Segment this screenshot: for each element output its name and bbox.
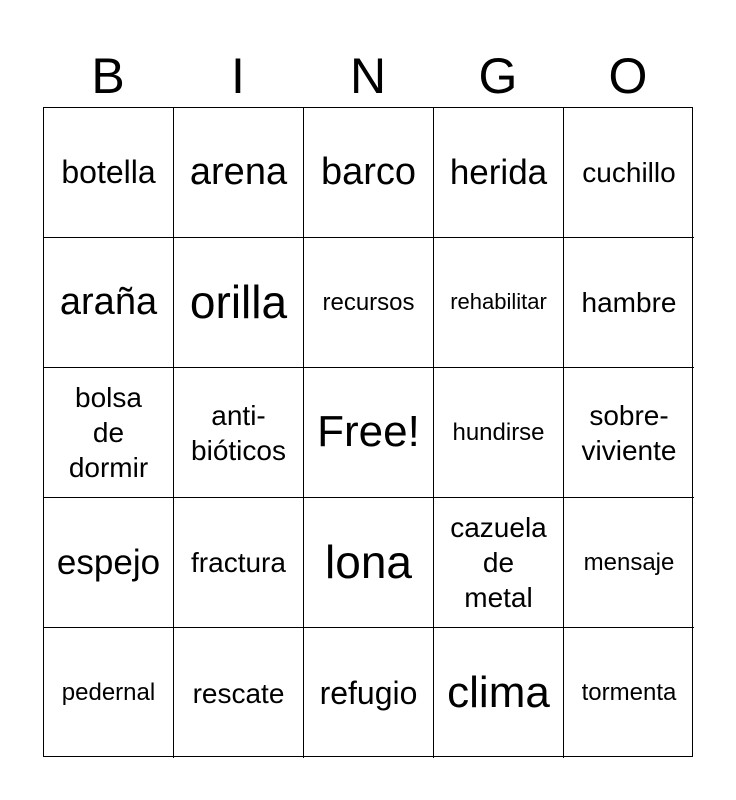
bingo-cell — [434, 108, 564, 238]
bingo-cell — [174, 238, 304, 368]
cell-text: barco — [320, 150, 417, 193]
bingo-cell — [174, 628, 304, 758]
bingo-cell — [564, 628, 694, 758]
bingo-cell — [304, 238, 434, 368]
bingo-cell — [44, 238, 174, 368]
header-letter-b: B — [91, 48, 125, 104]
bingo-cell — [304, 108, 434, 238]
free-space — [304, 368, 434, 498]
cell-text: recursos — [322, 288, 415, 316]
header-letter-i: I — [231, 48, 245, 104]
header-letter-n: N — [349, 48, 387, 104]
bingo-cell — [304, 498, 434, 628]
bingo-cell — [434, 238, 564, 368]
bingo-board — [43, 107, 693, 757]
cell-text: hambre — [581, 287, 677, 318]
cell-text: botella — [61, 154, 156, 191]
bingo-cell — [564, 238, 694, 368]
bingo-cell — [434, 368, 564, 498]
cell-text: orilla — [189, 276, 288, 329]
bingo-cell — [174, 498, 304, 628]
free-space-text: Free! — [317, 407, 420, 457]
bingo-cell — [44, 368, 174, 498]
bingo-cell — [44, 108, 174, 238]
cell-text: hundirse — [452, 418, 545, 446]
bingo-cell — [564, 368, 694, 498]
bingo-cell — [304, 628, 434, 758]
cell-text: fractura — [191, 547, 286, 578]
bingo-cell — [174, 368, 304, 498]
cell-text: lona — [325, 536, 412, 589]
cell-text: rescate — [192, 677, 285, 709]
cell-text: clima — [447, 667, 550, 717]
cell-text: herida — [449, 152, 548, 192]
bingo-cell — [564, 108, 694, 238]
cell-text: pedernal — [61, 679, 156, 707]
bingo-cell — [434, 498, 564, 628]
cell-text: refugio — [319, 674, 418, 711]
cell-text: rehabilitar — [450, 289, 547, 315]
bingo-cell — [44, 628, 174, 758]
cell-text: bolsa de dormir — [68, 382, 149, 483]
cell-text: tormenta — [581, 679, 677, 707]
cell-text: cazuela de metal — [450, 512, 547, 613]
header-letter-g: G — [478, 48, 518, 104]
cell-text: arena — [189, 150, 288, 193]
cell-text: anti- bióticos — [191, 399, 286, 466]
cell-text: espejo — [56, 542, 161, 582]
header-letter-o: O — [608, 48, 648, 104]
bingo-header — [43, 44, 693, 108]
cell-text: sobre- viviente — [581, 399, 677, 466]
bingo-cell — [434, 628, 564, 758]
bingo-cell — [564, 498, 694, 628]
cell-text: cuchillo — [582, 157, 676, 188]
cell-text: mensaje — [583, 548, 675, 576]
bingo-cell — [174, 108, 304, 238]
bingo-cell — [44, 498, 174, 628]
cell-text: araña — [59, 280, 158, 323]
